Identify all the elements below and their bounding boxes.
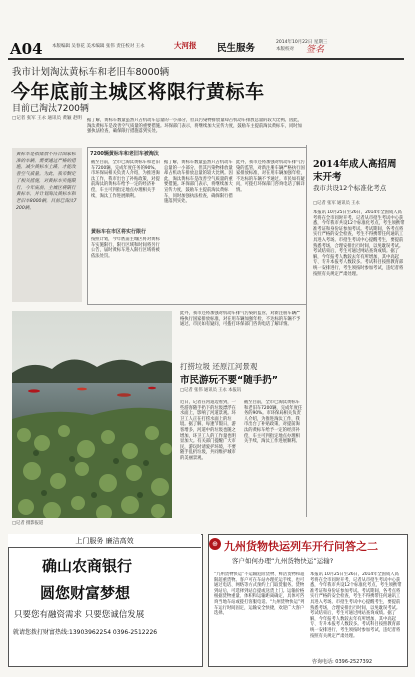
- right-story-text: 本报讯 10月25日至26日，2014年全国成人高考将在全市同时开考。记者从市招生考试中心获悉，今年我市共设12个标准化考点，考生须携带准考证和身份证参加考试。考试期间，各考点将实行严格的安全检查，考生不得携带任何通讯工具进入考场。市招生考试中心提醒考生，要提前熟悉考场，合理安排出行时间，以免耽误考试。考试结束后，考生可通过网站查询成绩。据了解，今年报考人数较去年有所增加，其中高起专、专升本报考人数较多。考试科目按照教育部统一安排进行，考生须按时参加考试，违纪者将按照有关规定严肃处理。: [313, 210, 405, 277]
- editor-signature: 签名: [306, 45, 325, 55]
- story-box-col1b: 按照计划，今年底前主城区将对黄标车实施限行，限行区域和时间将另行公告，届时黄标车进入限行区域将被依法处罚。: [91, 237, 160, 259]
- sub-story-text-col1: 近日，记者在河道边看到，一些游客随手扔下的垃圾漂浮在水面上，影响了河道景观。环卫工人正在打捞水面上的垃圾。据了解，每逢节假日，游客增多，河道中的垃圾也随之增加，环卫工人的工作量也明显加大。有关部门提醒广大市民，游玩时请爱护环境，不要随手乱扔垃圾，共同维护城市的美丽景观。: [180, 400, 236, 461]
- lead-headline: 今年底前主城区将限行黄标车: [11, 81, 265, 103]
- story-box-title: 7200辆黄标车和老旧车被淘汰: [90, 151, 159, 157]
- bank-ad-tagline: 上门服务 廉洁高效: [8, 534, 201, 548]
- lead-continuation-text: 此外，我市还将加强对机动车排气污染的监管，对新注册车辆严格执行国家排放标准，对在用车辆加强年检，不达标的车辆不予通过。市民如有疑问，可拨打环保部门咨询电话了解详情。: [180, 311, 301, 328]
- right-story-title: 2014年成人高招周末开考: [313, 159, 397, 183]
- story-box-col1: 截至目前，全市已淘汰黄标车和老旧车7200辆，完成年度任务的90%。市环保局相关负责人介绍，为推进淘汰工作，我市出台了补贴政策，对提前淘汰的黄标车给予一定的经济补偿，车主可到指定地点办理相关手续，淘汰工作进展顺利。: [91, 160, 160, 199]
- bank-ad-line2: 只要您有融资需求 只要您诚信发展: [14, 610, 145, 620]
- editorial-note: [12, 148, 82, 302]
- sub-story-headline: 市民游玩不要“随手扔”: [180, 375, 278, 386]
- photo-caption: □记者 摄影报道: [12, 521, 44, 526]
- story-box-col2: 据了解，黄标车数量虽然只占机动车总量的一小部分，但其污染物排放量却占机动车排放总量的较大比例。因此，淘汰黄标车是改善空气质量的重要措施。环保部门表示，将继续加大宣传力度，鼓励车主提前淘汰黄标车，同时加强执法检查，确保限行措施落到实处。: [164, 160, 233, 205]
- header-rule: [8, 58, 404, 60]
- section-name: 民生服务: [217, 43, 256, 54]
- river-photo: [12, 311, 172, 518]
- lead-byline: □记者 张军 王永 通讯员 黄颖 赵明: [12, 116, 82, 121]
- right-story-subtitle: 我市共设12个标准化考点: [313, 184, 387, 192]
- issue-date: 2014年10月22日 星期三: [276, 40, 328, 45]
- editorial-text: 黄标车是指排放不符合国家标准的车辆，需要通过严格的措施，减少黄标车上路，才能改善空气质量。为此，我市制定了相关措施，对黄标车实施限行，今年底前，主城区将限行黄标车，并计划淘汰黄标车和老旧车8000辆，目前已淘汰7200辆。: [16, 152, 77, 211]
- header-credits: 本版编辑 吴春花 美术编辑 张伟 责任校对 王永: [52, 44, 145, 49]
- bank-ad-name: 确山农商银行: [42, 557, 133, 575]
- sub-story-byline: □记者 张伟 通讯员 王永 本报讯: [180, 388, 242, 393]
- story-box-subtitle: 黄标车在市区将实行限行: [91, 229, 147, 235]
- railway-ad-subtitle: 客户如何办理“九州货物快运”运输?: [232, 557, 334, 565]
- lead-intro-text: 据了解，黄标车数量虽然只占机动车总量的一小部分，但其污染物排放量却占机动车排放总量的较大比例。因此，淘汰黄标车是改善空气质量的重要措施。环保部门表示，将继续加大宣传力度，鼓励车主提前淘汰黄标车，同时加强执法检查，确保限行措施落到实处。: [87, 118, 302, 135]
- newspaper-logo: 大河报: [174, 41, 197, 50]
- railway-ad-phone: 咨询电话: 0396-2527392: [312, 659, 373, 665]
- railway-logo-icon: ⊕: [209, 538, 221, 550]
- bank-ad-slogan: 圆您财富梦想: [40, 584, 131, 602]
- railway-ad-text-col2: 本报讯 10月25日至26日，2014年全国成人高考将在全市同时开考。记者从市招生考试中心获悉，今年我市共设12个标准化考点，考生须携带准考证和身份证参加考试。考试期间，各考点将实行严格的安全检查，考生不得携带任何通讯工具进入考场。市招生考试中心提醒考生，要提前熟悉考场，合理安排出行时间，以免耽误考试。考试结束后，考生可通过网站查询成绩。据了解，今年报考人数较去年有所增加，其中高起专、专升本报考人数较多。考试科目按照教育部统一安排进行，考生须按时参加考试，违纪者将按照有关规定严肃处理。: [310, 572, 402, 639]
- lead-kicker: 我市计划淘汰黄标车和老旧车8000辆: [12, 67, 170, 78]
- sub-story-kicker: 打捞垃圾 还原江河景观: [180, 362, 258, 371]
- column-rule: [306, 145, 307, 517]
- editor-label: 本版校对: [276, 47, 294, 52]
- page-number: A04: [10, 40, 43, 58]
- river-photo-image: [12, 311, 172, 518]
- bank-ad-hotline: 就请您拨打财富热线:13903962254 0396-2512226: [13, 629, 158, 636]
- right-story-byline: □记者 张军 通讯员 王永: [313, 201, 360, 206]
- railway-ad-text-col1: “九州货物快运”不运输危险货物、鲜活货物和超限超重货物。客户可在车站办理托运手续，也可通过电话、网络等方式预约上门取货服务。货物到站后，可选择到站自提或送货上门。运输价格根据货物重量、体积和运输距离确定，具体可咨询当地车站或拨打客服电话。“九州货物快运”列车运行时间固定，运输安全快捷，欢迎广大客户选择。: [214, 572, 305, 617]
- story-box-col3: 此外，我市还将加强对机动车排气污染的监管，对新注册车辆严格执行国家排放标准，对在用车辆加强年检，不达标的车辆不予通过。市民如有疑问，可拨打环保部门咨询电话了解详情。: [236, 160, 305, 193]
- sub-story-text-col2: 截至目前，全市已淘汰黄标车和老旧车7200辆，完成年度任务的90%。市环保局相关负责人介绍，为推进淘汰工作，我市出台了补贴政策，对提前淘汰的黄标车给予一定的经济补偿，车主可到指定地点办理相关手续，淘汰工作进展顺利。: [244, 400, 303, 445]
- lead-subhead: 目前已淘汰7200辆: [12, 104, 89, 114]
- railway-ad-title: 九州货物快运列车开行问答之二: [224, 540, 378, 553]
